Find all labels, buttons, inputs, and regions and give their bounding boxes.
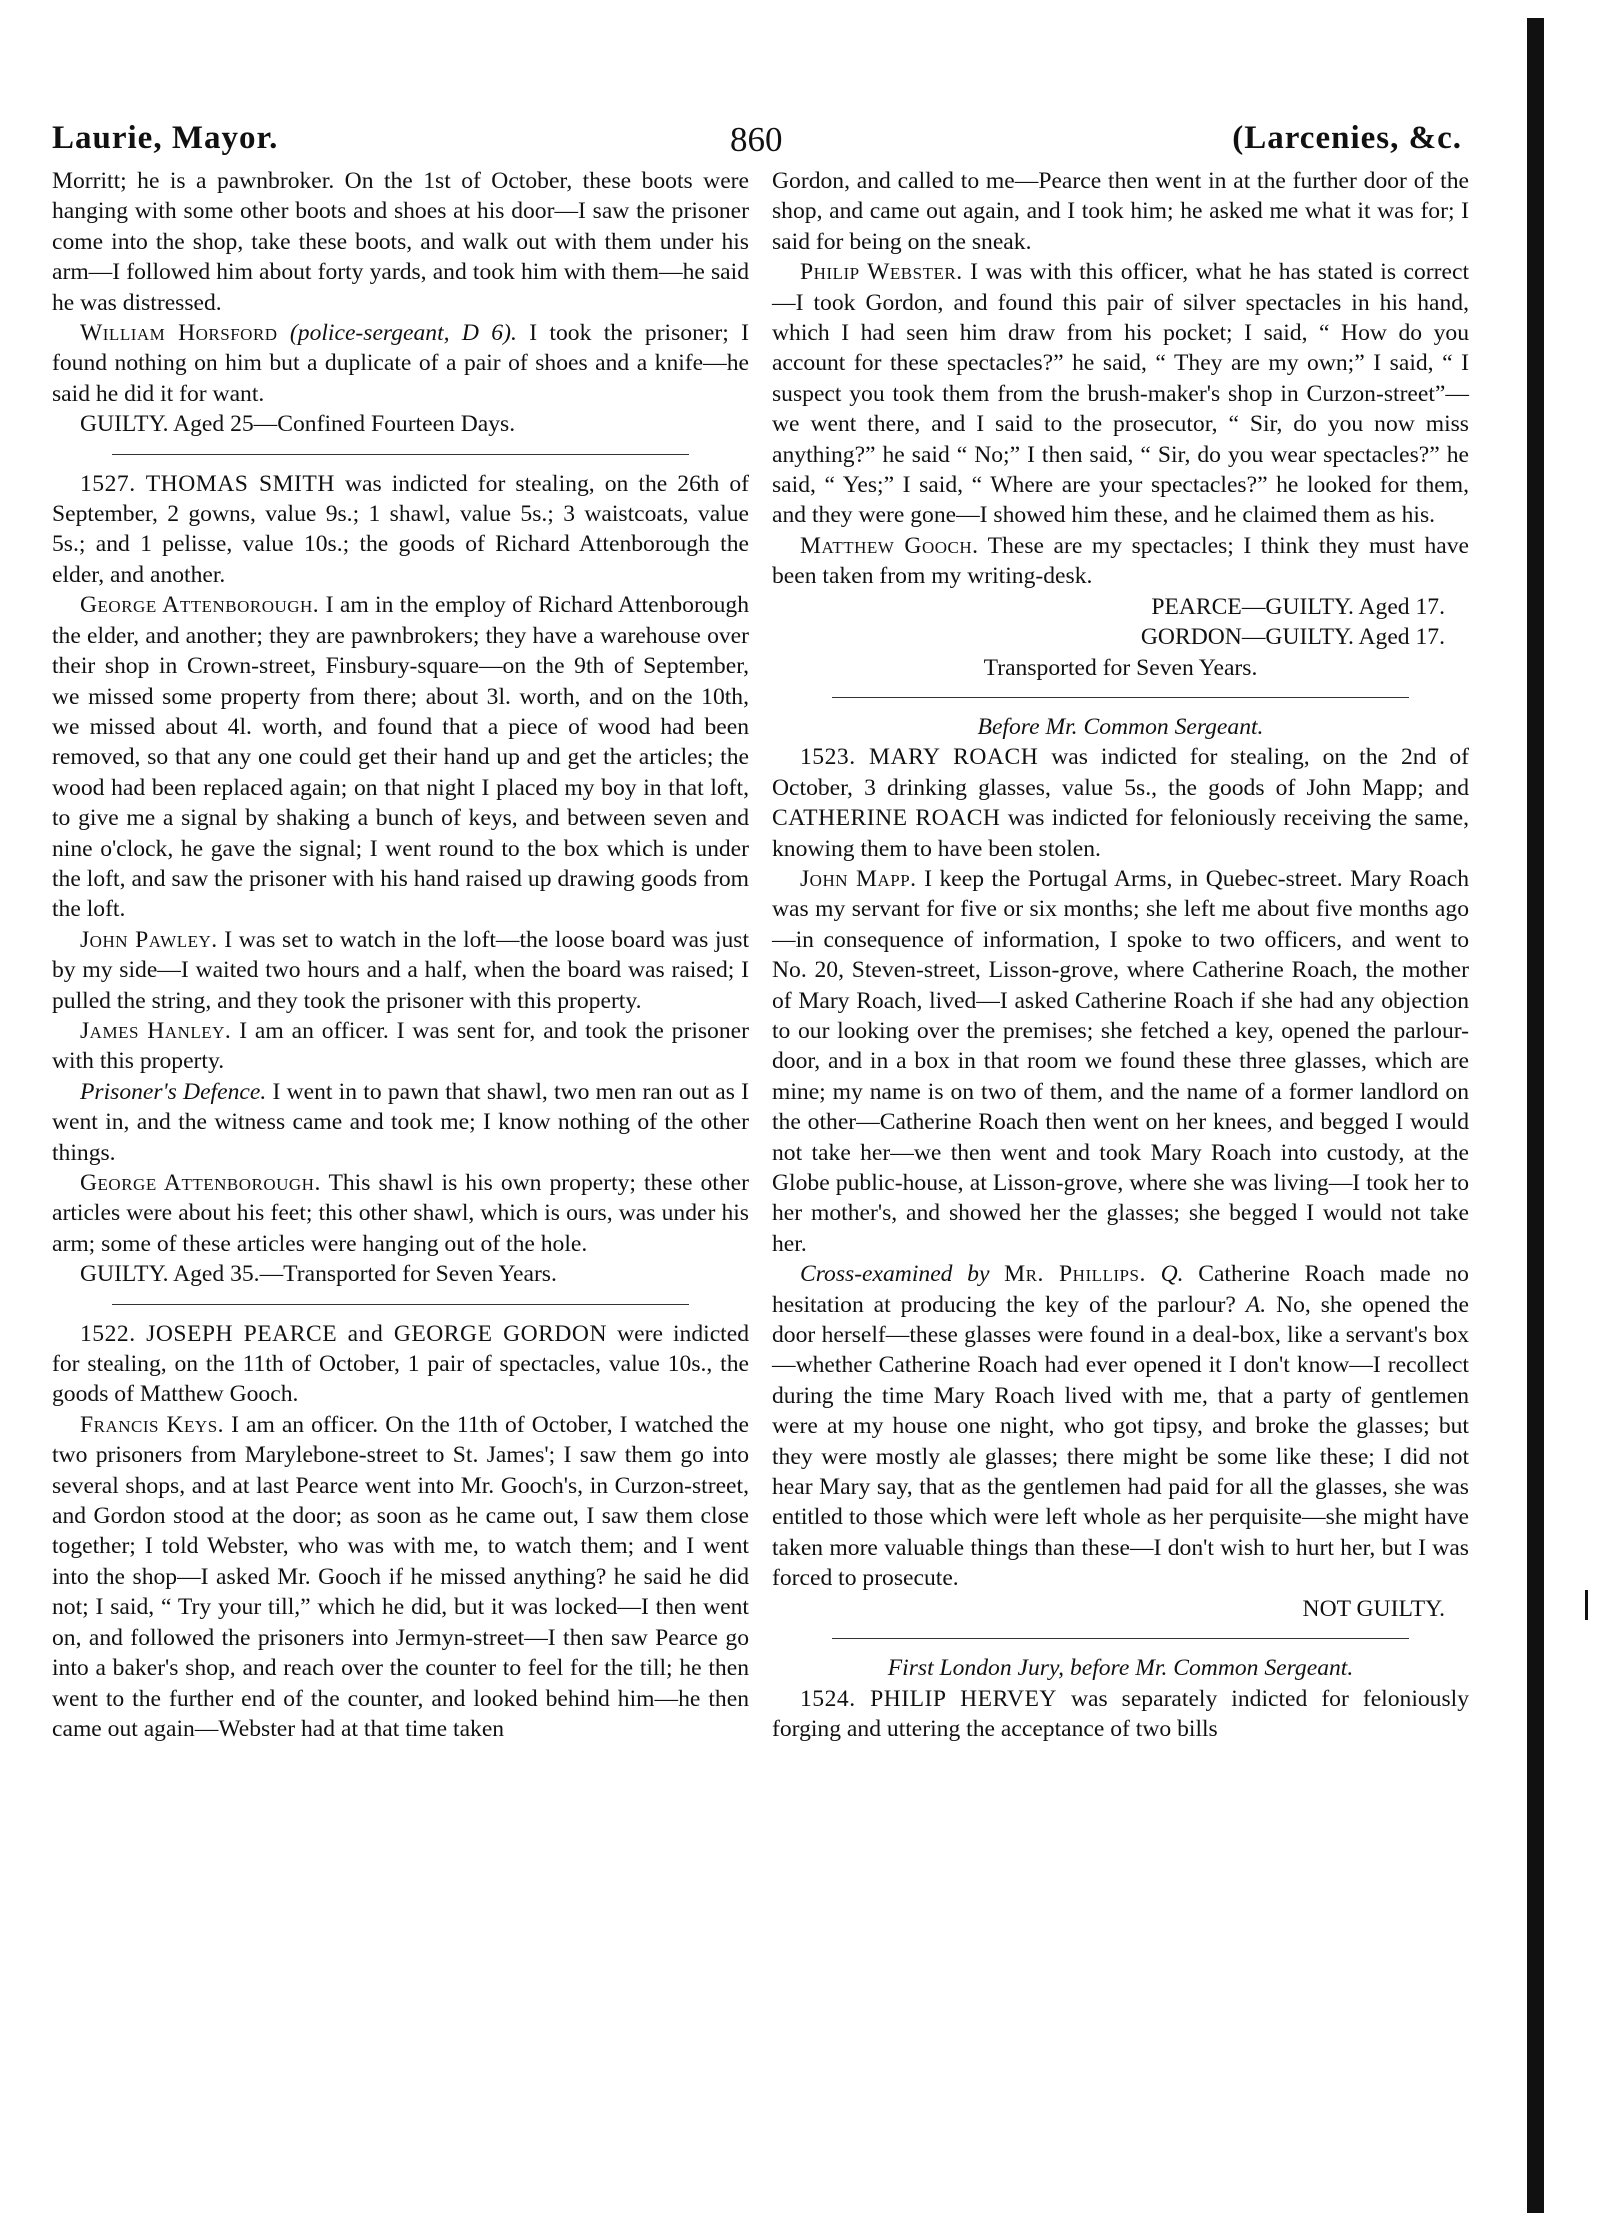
testimony-text: I am an officer. I was sent for, and took the prisoner with this property. — [52, 1017, 749, 1075]
question-marker: Q. — [1160, 1261, 1184, 1288]
paragraph: Morritt; he is a pawnbroker. On the 1st of October, these boots were hanging with some other boots and shoes at his door—I saw the prisoner come into the shop, take these boots, and walk out with them under his arm—I followed him about forty yards, and took him with them—he said he was distressed. — [52, 168, 749, 316]
testimony-text: I keep the Portugal Arms, in Quebec-street. Mary Roach was my servant for five or six months; she left me about five months ago—in consequence of information, I spoke to two officers, and went to No. 20, Steven-street, Lisson-grove, where Catherine Roach, the mother of Mary Roach, lived—I asked Catherine Roach if she had any objection to our looking over the premises; she fetched a key, opened the parlour-door, and in a box in that room we found these three glasses, which are mine; my name is on two of them, and the name of a former landlord on the other—Catherine Roach then went on her knees, and begged I would not take her—we then went and took Mary Roach into custody, at the Globe public-house, at Lisson-grove, where she was living—I took her to her mother's, and showed her the glasses; she begged I would not take her. — [772, 865, 1469, 1257]
counsel-name: Mr. Phillips. — [1004, 1261, 1146, 1288]
court-heading: First London Jury, before Mr. Common Sergeant. — [887, 1655, 1354, 1682]
verdict-line: GUILTY. Aged 25—Confined Fourteen Days. — [80, 411, 516, 438]
case-lead: 1524. PHILIP HERVEY — [800, 1685, 1057, 1712]
case-lead: 1523. MARY ROACH — [800, 744, 1039, 771]
defence-label: Prisoner's Defence. — [80, 1078, 267, 1105]
page-edge-mark — [1585, 1590, 1588, 1620]
witness-name: Matthew Gooch. — [800, 532, 979, 559]
section-rule — [832, 1638, 1409, 1639]
answer-text: No, she opened the door herself—these glasses were found in a deal-box, like a servant's box—whether Catherine Roach had ever opened it I don't know—I recollect during the time Mary Roach lived with me, that a party of gentlemen were at my house one night, who got tipsy, and broke the glasses; but they were mostly ale glasses; there might be some like these; I did not hear Mary say, that as the gentlemen had paid for all the glasses, she was entitled to those which were left whole as her perquisite—she might have taken more valuable things than these—I don't wish to hurt her, but I was forced to prosecute. — [772, 1291, 1469, 1592]
testimony-text: I was with this officer, what he has stated is correct—I took Gordon, and found this pair of silver spectacles in his hand, which I had seen him draw from his pocket; I said, “ How do you account for these spectacles?” he said, “ They are my own;” I said, “ I suspect you took them from the brush-maker's shop in Curzon-street”—we went there, and I said to the prosecutor, “ Sir, do you now miss anything?” he said “ No;” I then said, “ Sir, do you wear spectacles?” he said, “ Yes;” I said, “ Where are your spectacles?” he looked for them, and they were gone—I showed him these, and he claimed them as his. — [772, 259, 1469, 529]
section-rule — [112, 454, 689, 455]
case-lead: 1522. JOSEPH PEARCE and GEORGE GORDON — [80, 1320, 607, 1347]
page-number: 860 — [730, 120, 783, 159]
case-paragraph — [772, 1684, 1469, 1745]
testimony-paragraph — [52, 1410, 749, 1744]
witness-role: (police-sergeant, D 6). — [289, 320, 517, 347]
defence-paragraph — [52, 1077, 749, 1168]
page-header — [52, 120, 1462, 166]
defence-text: I went in to pawn that shawl, two men ran out as I went in, and the witness came and took me; I know nothing of the other things. — [52, 1078, 749, 1166]
testimony-paragraph — [52, 925, 749, 1016]
testimony-paragraph — [772, 864, 1469, 1259]
case-text: were indicted for stealing, on the 11th of October, 1 pair of spectacles, value 10s., the goods of Matthew Gooch. — [52, 1320, 749, 1408]
answer-marker: A. — [1245, 1291, 1267, 1318]
cross-exam-label: Cross-examined by — [800, 1261, 990, 1288]
running-head-left: Laurie, Mayor. — [52, 120, 279, 156]
case-defendant: CATHERINE ROACH — [772, 805, 1001, 832]
page-edge-bar — [1527, 18, 1544, 2213]
paragraph: Gordon, and called to me—Pearce then went in at the further door of the shop, and came out again, and I took him; he asked me what it was for; I said for being on the sneak. — [772, 168, 1469, 255]
verdict-line: GUILTY. Aged 35.—Transported for Seven Years. — [80, 1261, 557, 1288]
witness-name: John Mapp. — [800, 865, 917, 892]
testimony-paragraph — [52, 318, 749, 409]
sentence-line: Transported for Seven Years. — [983, 654, 1258, 681]
verdict-line: PEARCE—GUILTY. Aged 17. — [1151, 593, 1445, 620]
section-rule — [832, 697, 1409, 698]
case-lead: 1527. THOMAS SMITH — [80, 470, 335, 497]
case-paragraph — [772, 742, 1469, 864]
testimony-text: These are my spectacles; I think they must have been taken from my writing-desk. — [772, 532, 1469, 590]
testimony-paragraph — [52, 590, 749, 924]
case-paragraph — [52, 1319, 749, 1410]
section-rule — [112, 1304, 689, 1305]
testimony-paragraph — [772, 257, 1469, 531]
testimony-text: I am in the employ of Richard Attenborough the elder, and another; they are pawnbrokers; they have a warehouse over their shop in Crown-street, Finsbury-square—on the 9th of September, we missed some property from there; about 3l. worth, and on the 10th, we missed about 4l. worth, and found that a piece of wood had been removed, so that any one could get their hand up and get the articles; the wood had been replaced again; on that night I placed my boy in that loft, to give me a signal by shaking a bunch of keys, and between seven and nine o'clock, he gave the signal; I went round to the box which is under the loft, and saw the prisoner with his hand raised up drawing goods from the loft. — [52, 592, 749, 923]
witness-name: John Pawley. — [80, 926, 218, 953]
witness-name: George Attenborough. — [80, 592, 320, 619]
question-text: Catherine Roach made no hesitation at producing the key of the parlour? — [772, 1261, 1469, 1318]
testimony-text: I was set to watch in the loft—the loose board was just by my side—I waited two hours and a half, when the board was raised; I pulled the string, and they took the prisoner with this property. — [52, 926, 750, 1014]
witness-name: James Hanley. — [80, 1017, 232, 1044]
cross-examination-paragraph — [772, 1259, 1469, 1593]
right-column — [772, 166, 1469, 1744]
witness-name: William Horsford — [80, 320, 278, 347]
testimony-text: I took the prisoner; I found nothing on him but a duplicate of a pair of shoes and a knife—he said he did it for want. — [52, 320, 749, 407]
testimony-paragraph — [772, 531, 1469, 592]
court-heading: Before Mr. Common Sergeant. — [977, 713, 1264, 740]
case-text: was indicted for stealing, on the 2nd of October, 3 drinking glasses, value 5s., the goods of John Mapp; and — [772, 744, 1469, 801]
verdict-line: GORDON—GUILTY. Aged 17. — [1140, 624, 1445, 651]
running-head-right: (Larcenies, &c. — [1232, 120, 1462, 156]
witness-name: Philip Webster. — [800, 259, 963, 286]
testimony-paragraph — [52, 1168, 749, 1259]
witness-name: Francis Keys. — [80, 1411, 225, 1438]
case-text: was indicted for feloniously receiving the same, knowing them to have been stolen. — [772, 805, 1469, 862]
testimony-text: This shawl is his own property; these other articles were about his feet; this other shawl, which is ours, was under his arm; some of these articles were hanging out of the hole. — [52, 1170, 749, 1257]
case-text: was separately indicted for feloniously forging and uttering the acceptance of two bills — [772, 1685, 1469, 1742]
witness-name: George Attenborough. — [80, 1170, 321, 1196]
left-column — [52, 166, 749, 1744]
testimony-paragraph — [52, 1016, 749, 1077]
verdict-line: NOT GUILTY. — [1302, 1595, 1445, 1622]
case-paragraph — [52, 469, 749, 591]
case-text: was indicted for stealing, on the 26th of September, 2 gowns, value 9s.; 1 shawl, value 5s.; 3 waistcoats, value 5s.; and 1 pelisse, value 10s.; the goods of Richard Attenborough the elder, and another. — [52, 470, 749, 588]
testimony-text: I am an officer. On the 11th of October, I watched the two prisoners from Marylebone-street to St. James'; I saw them go into several shops, and at last Pearce went into Mr. Gooch's, in Curzon-street, and Gordon stood at the door; as soon as he came out, I saw them close together; I told Webster, who was with me, to watch them; and I went into the shop—I asked Mr. Gooch if he missed anything? he said he did not; I said, “ Try your till,” which he did, but it was locked—I then went on, and followed the prisoners into Jermyn-street—I then saw Pearce go into a baker's shop, and reach over the counter to feel for the till; he then went to the further end of the counter, and looked behind him—he then came out again—Webster had at that time taken — [52, 1411, 750, 1742]
